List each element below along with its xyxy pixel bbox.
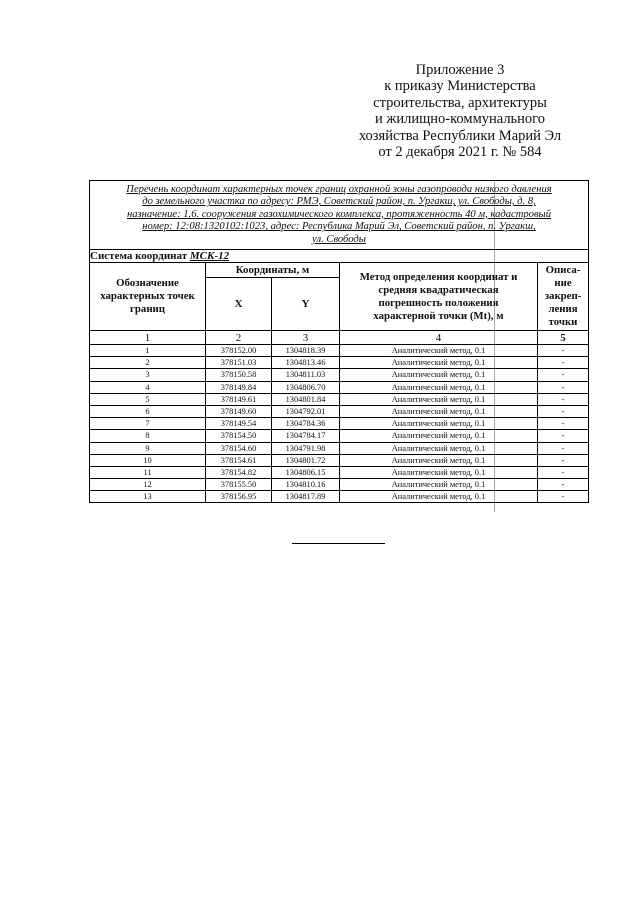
header-line: от 2 декабря 2021 г. № 584 (378, 144, 542, 161)
method-cell: Аналитический метод, 0.1 (340, 479, 538, 491)
y-coordinate-cell: 1304791.98 (272, 442, 340, 454)
header-x: X (206, 278, 272, 331)
y-coordinate-cell: 1304806.70 (272, 381, 340, 393)
point-number-cell: 8 (90, 430, 206, 442)
column-number: 5 (538, 331, 589, 345)
header-description-line: ления (548, 303, 578, 315)
table-row (90, 479, 589, 491)
method-cell: Аналитический метод, 0.1 (340, 430, 538, 442)
header-description (538, 263, 589, 331)
column-number: 2 (206, 331, 272, 345)
coordinates-table (89, 180, 589, 503)
coordinate-system-value: МСК-12 (189, 250, 230, 262)
method-cell: Аналитический метод, 0.1 (340, 345, 538, 357)
header-y: Y (272, 278, 340, 331)
header-method-line: средняя квадратическая (378, 283, 499, 296)
method-cell: Аналитический метод, 0.1 (340, 357, 538, 369)
header-line: к приказу Министерства (384, 78, 536, 95)
y-coordinate-cell: 1304801.84 (272, 393, 340, 405)
x-coordinate-cell: 378149.60 (206, 405, 272, 417)
x-coordinate-cell: 378150.58 (206, 369, 272, 381)
header-description-line: точки (548, 316, 578, 328)
table-row (90, 491, 589, 503)
method-cell: Аналитический метод, 0.1 (340, 381, 538, 393)
method-cell: Аналитический метод, 0.1 (340, 405, 538, 417)
header-line: строительства, архитектуры (373, 94, 547, 111)
description-cell: - (538, 357, 589, 369)
coordinate-system (90, 250, 589, 263)
x-coordinate-cell: 378154.50 (206, 430, 272, 442)
intro-line: Перечень координат характерных точек границ охранной зоны газопровода низкого давления (126, 183, 552, 195)
coordinate-system-label: Система координат (90, 250, 188, 262)
header-method-line: Метод определения координат и (359, 270, 518, 283)
description-cell: - (538, 442, 589, 454)
method-cell: Аналитический метод, 0.1 (340, 393, 538, 405)
y-coordinate-cell: 1304784.36 (272, 418, 340, 430)
table-row (90, 393, 589, 405)
description-cell: - (538, 405, 589, 417)
description-cell: - (538, 345, 589, 357)
header-method-line: погрешность положения (378, 296, 499, 309)
table-row (90, 430, 589, 442)
x-coordinate-cell: 378154.61 (206, 454, 272, 466)
column-number: 3 (272, 331, 340, 345)
point-number-cell: 7 (90, 418, 206, 430)
method-cell: Аналитический метод, 0.1 (340, 491, 538, 503)
x-coordinate-cell: 378149.54 (206, 418, 272, 430)
y-coordinate-cell: 1304818.39 (272, 345, 340, 357)
table-row (90, 381, 589, 393)
point-number-cell: 9 (90, 442, 206, 454)
y-coordinate-cell: 1304784.17 (272, 430, 340, 442)
description-cell: - (538, 381, 589, 393)
header-designation-line: Обозначение (116, 277, 179, 289)
point-number-cell: 10 (90, 454, 206, 466)
header-designation-line: характерных точек (100, 290, 195, 302)
header-line: хозяйства Республики Марий Эл (358, 127, 562, 144)
header-description-line: Описа- (545, 264, 581, 276)
column-number-row (90, 331, 589, 345)
point-number-cell: 12 (90, 479, 206, 491)
appendix-header (330, 62, 590, 160)
header-method-line: характерной точки (Mt), м (373, 309, 504, 322)
description-cell: - (538, 491, 589, 503)
x-coordinate-cell: 378149.61 (206, 393, 272, 405)
y-coordinate-cell: 1304817.89 (272, 491, 340, 503)
description-cell: - (538, 466, 589, 478)
description-cell: - (538, 369, 589, 381)
x-coordinate-cell: 378154.60 (206, 442, 272, 454)
table-row (90, 442, 589, 454)
method-cell: Аналитический метод, 0.1 (340, 442, 538, 454)
description-cell: - (538, 418, 589, 430)
description-cell: - (538, 479, 589, 491)
fold-line (494, 182, 495, 512)
y-coordinate-cell: 1304792.01 (272, 405, 340, 417)
table-row (90, 418, 589, 430)
point-number-cell: 1 (90, 345, 206, 357)
x-coordinate-cell: 378156.95 (206, 491, 272, 503)
point-number-cell: 6 (90, 405, 206, 417)
header-method (340, 263, 538, 331)
table-row (90, 466, 589, 478)
table-row (90, 369, 589, 381)
header-description-line: ние (554, 277, 572, 289)
table-intro (90, 181, 589, 250)
intro-line: до земельного участка по адресу: РМЭ, Советский район, п. Ургакш, ул. Свободы, д. 8, (142, 196, 536, 208)
point-number-cell: 3 (90, 369, 206, 381)
point-number-cell: 11 (90, 466, 206, 478)
header-line: и жилищно-коммунального (374, 111, 546, 128)
x-coordinate-cell: 378152.00 (206, 345, 272, 357)
point-number-cell: 4 (90, 381, 206, 393)
table-row (90, 454, 589, 466)
y-coordinate-cell: 1304801.72 (272, 454, 340, 466)
y-coordinate-cell: 1304813.46 (272, 357, 340, 369)
point-number-cell: 2 (90, 357, 206, 369)
column-number: 4 (340, 331, 538, 345)
method-cell: Аналитический метод, 0.1 (340, 418, 538, 430)
method-cell: Аналитический метод, 0.1 (340, 454, 538, 466)
signoff-line (292, 543, 385, 544)
table-row (90, 357, 589, 369)
method-cell: Аналитический метод, 0.1 (340, 369, 538, 381)
y-coordinate-cell: 1304810.16 (272, 479, 340, 491)
description-cell: - (538, 430, 589, 442)
x-coordinate-cell: 378155.50 (206, 479, 272, 491)
description-cell: - (538, 454, 589, 466)
header-coordinates: Координаты, м (206, 263, 340, 278)
intro-line: назначение: 1.6. сооружения газохимического комплекса, протяженность 40 м, кадастровый (126, 208, 552, 220)
y-coordinate-cell: 1304806.15 (272, 466, 340, 478)
description-cell: - (538, 393, 589, 405)
y-coordinate-cell: 1304811.03 (272, 369, 340, 381)
header-line: Приложение 3 (415, 62, 505, 78)
point-number-cell: 13 (90, 491, 206, 503)
header-designation (90, 263, 206, 331)
table-row (90, 405, 589, 417)
intro-line: ул. Свободы (312, 233, 366, 245)
header-designation-line: границ (130, 303, 165, 315)
point-number-cell: 5 (90, 393, 206, 405)
intro-line: номер: 12:08:1320102:1023, адрес: Республика Марий Эл, Советский район, п. Ургакш, (142, 221, 536, 233)
x-coordinate-cell: 378149.84 (206, 381, 272, 393)
header-description-line: закреп- (544, 290, 582, 302)
column-number: 1 (90, 331, 206, 345)
method-cell: Аналитический метод, 0.1 (340, 466, 538, 478)
x-coordinate-cell: 378154.82 (206, 466, 272, 478)
x-coordinate-cell: 378151.03 (206, 357, 272, 369)
table-row (90, 345, 589, 357)
